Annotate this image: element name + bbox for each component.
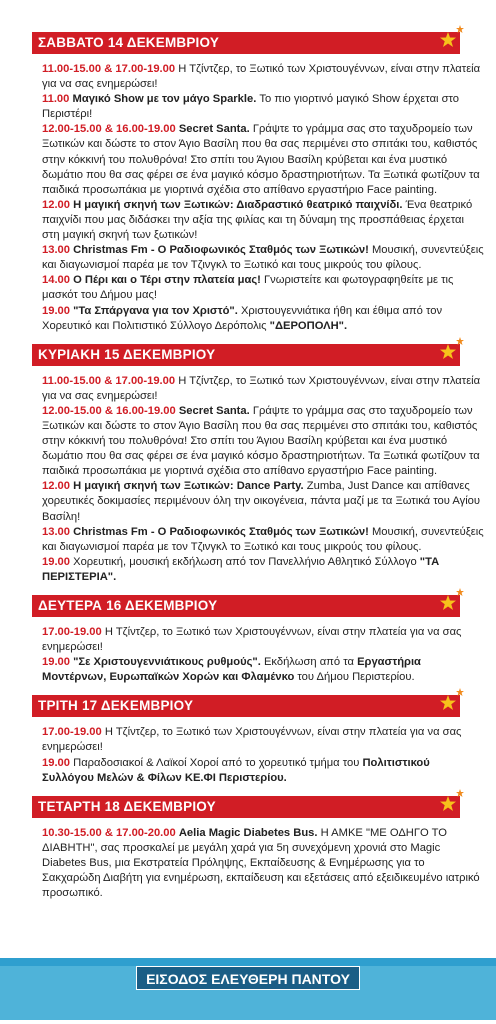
event-organizer: Πολιτιστικού Συλλόγου Μελών & Φίλων ΚΕ.ΦΙ Περιστερίου. xyxy=(42,756,430,784)
footer-band xyxy=(0,958,496,1024)
event-time: 19.00 xyxy=(42,555,70,568)
day-header xyxy=(32,344,460,366)
event-list xyxy=(0,617,496,685)
event-time: 11.00-15.00 & 17.00-19.00 xyxy=(42,63,176,75)
event-time: 13.00 xyxy=(42,244,70,257)
event-title: Μαγικό Show με τον μάγο Sparkle. xyxy=(72,93,257,106)
event-text: Εκδήλωση από τα xyxy=(263,656,354,669)
day-title: ΤΕΤΑΡΤΗ 18 ΔΕΚΕΜΒΡΙΟΥ xyxy=(38,798,216,814)
event-organizer: "ΤΑ ΠΕΡΙΣΤΕΡΙΑ". xyxy=(42,555,440,583)
event-title: "Τα Σπάργανα για τον Χριστό". xyxy=(73,304,238,317)
event-item xyxy=(42,826,484,901)
event-time: 12.00-15.00 & 16.00-19.00 xyxy=(42,123,176,136)
event-item xyxy=(42,374,484,404)
event-title: Ο Πέρι και ο Τέρι στην πλατεία μας! xyxy=(73,274,261,287)
event-item xyxy=(42,725,484,755)
event-text: Γράψτε το γράμμα σας στο ταχυδρομείο των Ξωτικών και δώστε το στον Άγιο Βασίλη που θα σας περιμένει στο σπιτάκι του, καθιστός στην κόκκινή του πολυθρόνα! Στο σπίτι του Άγιου Βασίλη κρύβεται και ένα μυστικό δωμάτιο που θα σας φέρει σε ένα μαγικό κόσμο δραστηριοτήτων. Τα Ξωτικά φωτίζουν τα παιδικά προσωπάκια με γιορτινά σχέδια στο απίθανο εργαστήριο Face painting. xyxy=(42,123,480,196)
free-entry-label: ΕΙΣΟΔΟΣ ΕΛΕΥΘΕΡΗ ΠΑΝΤΟΥ xyxy=(136,966,360,990)
day-section-2 xyxy=(0,344,496,585)
stars-icon xyxy=(436,24,466,54)
event-time: 17.00-19.00 xyxy=(42,626,102,638)
event-item xyxy=(42,756,484,786)
day-header xyxy=(32,695,460,717)
day-title: ΔΕΥΤΕΡΑ 16 ΔΕΚΕΜΒΡΙΟΥ xyxy=(38,598,218,613)
day-header xyxy=(32,32,460,54)
footer-bar-top xyxy=(0,958,496,966)
event-time: 19.00 xyxy=(42,756,70,769)
event-organizer: Εργαστήρια Μοντέρνων, Ευρωπαϊκών Χορών και Φλαμένκο xyxy=(42,656,421,684)
stars-icon xyxy=(436,687,466,717)
day-header xyxy=(32,595,460,617)
day-header xyxy=(32,796,460,818)
day-section-4 xyxy=(0,695,496,785)
event-time: 11.00 xyxy=(42,93,70,106)
event-time: 12.00-15.00 & 16.00-19.00 xyxy=(42,404,176,417)
event-title: Christmas Fm - Ο Ραδιοφωνικός Σταθμός των Ξωτικών! xyxy=(73,525,369,538)
event-text: Η Τζίντζερ, το Ξωτικό των Χριστουγέννων, είναι στην πλατεία για να σας ενημερώσει! xyxy=(42,726,462,754)
event-text: Η Τζίντζερ, το Ξωτικό των Χριστουγέννων, είναι στην πλατεία για να σας ενημερώσει! xyxy=(42,374,481,402)
event-title: Aelia Magic Diabetes Bus. xyxy=(178,826,318,839)
event-text: Χορευτική, μουσική εκδήλωση από τον Πανελλήνιο Αθλητικό Σύλλογο xyxy=(73,555,417,568)
event-organizer: "ΔΕΡΟΠΟΛΗ". xyxy=(269,319,348,332)
event-time: 10.30-15.00 & 17.00-20.00 xyxy=(42,826,176,839)
event-text: Ένα θεατρικό παιχνίδι που μας διδάσκει την αξία της φιλίας και τη δύναμη της προσπάθειας έρχεται στη μαγική σκηνή των ξωτικών! xyxy=(42,198,473,242)
event-item xyxy=(42,404,484,479)
event-text: Γράψτε το γράμμα σας στο ταχυδρομείο των Ξωτικών και δώστε το στον Άγιο Βασίλη που θα σας περιμένει στο σπιτάκι του, καθιστός στην κόκκινή του πολυθρόνα! Στο σπίτι του Άγιου Βασίλη κρύβεται και ένα μυστικό δωμάτιο που θα σας φέρει σε ένα μαγικό κόσμο δραστηριοτήτων. Τα Ξωτικά φωτίζουν τα παιδικά προσωπάκια με γιορτινά σχέδια στο απίθανο εργαστήριο Face painting. xyxy=(42,404,480,478)
event-time: 12.00 xyxy=(42,198,70,211)
event-list xyxy=(0,818,496,901)
event-title: Η μαγική σκηνή των Ξωτικών: Dance Party. xyxy=(73,480,304,493)
event-item xyxy=(42,198,484,243)
day-title: ΤΡΙΤΗ 17 ΔΕΚΕΜΒΡΙΟΥ xyxy=(38,698,194,714)
event-item xyxy=(42,555,484,585)
event-item xyxy=(42,525,484,555)
event-text: Το πιο γιορτινό μαγικό Show έρχεται στο Περιστέρι! xyxy=(42,93,460,121)
event-item xyxy=(42,304,484,334)
day-title: ΚΥΡΙΑΚΗ 15 ΔΕΚΕΜΒΡΙΟΥ xyxy=(38,346,216,362)
event-item xyxy=(42,625,484,655)
event-item xyxy=(42,479,484,524)
event-text: Η ΑΜΚΕ "ΜΕ ΟΔΗΓΟ ΤΟ ΔΙΑΒΗΤΗ", σας προσκαλεί με μεγάλη χαρά για 5η συνεχόμενη χρονιά στο Magic Diabetes Bus, μια Εκστρατεία Πρόληψης, Εκπαίδευσης & Ενημέρωσης για το Σακχαρώδη Διαβήτη για ενημέρωση, εκπαίδευση και εξετάσεις από εξειδικευμένο ιατρικό προσωπικό. xyxy=(42,826,480,900)
stars-icon xyxy=(436,587,466,617)
event-time: 17.00-19.00 xyxy=(42,726,102,739)
event-text: Η Τζίντζερ, το Ξωτικό των Χριστουγέννων, είναι στην πλατεία για να σας ενημερώσει! xyxy=(42,626,462,654)
stars-icon xyxy=(436,788,466,818)
event-item xyxy=(42,655,484,685)
event-text: Γνωριστείτε και φωτογραφηθείτε με τις μασκότ του Δήμου μας! xyxy=(42,274,454,302)
event-time: 12.00 xyxy=(42,480,70,493)
event-text: Zumba, Just Dance και απίθανες χορευτικές δοκιμασίες περιμένουν όλη την οικογένεια, πάντα μαζί με τα Ξωτικά του Αγίου Βασίλη! xyxy=(42,480,481,523)
day-section-3 xyxy=(0,595,496,685)
event-text: Η Τζίντζερ, το Ξωτικό των Χριστουγέννων, είναι στην πλατεία για να σας ενημερώσει! xyxy=(42,63,481,91)
event-text: Μουσική, συνεντεύξεις και διαγωνισμοί παρέα με τον Τζινγκλ το Ξωτικό και τους μικρούς του φίλους. xyxy=(42,244,484,272)
event-time: 14.00 xyxy=(42,274,70,287)
stars-icon xyxy=(436,336,466,366)
day-title: ΣΑΒΒΑΤΟ 14 ΔΕΚΕΜΒΡΙΟΥ xyxy=(38,35,220,50)
event-title: Η μαγική σκηνή των Ξωτικών: Διαδραστικό θεατρικό παιχνίδι. xyxy=(73,198,403,211)
day-section-5 xyxy=(0,796,496,901)
event-title: Christmas Fm - Ο Ραδιοφωνικός Σταθμός των Ξωτικών! xyxy=(73,244,369,257)
event-title: Secret Santa. xyxy=(178,404,250,417)
event-time: 19.00 xyxy=(42,304,70,317)
event-item xyxy=(42,273,484,303)
event-text: Χριστουγεννιάτικα ήθη και έθιμα από τον Χορευτικό και Πολιτιστικό Σύλλογο Δερόπολις xyxy=(42,304,443,332)
event-item xyxy=(42,92,484,122)
event-time: 13.00 xyxy=(42,525,70,538)
event-title: Secret Santa. xyxy=(178,123,250,136)
event-item xyxy=(42,62,484,92)
event-list xyxy=(0,717,496,785)
event-list xyxy=(0,54,496,334)
event-text: Παραδοσιακοί & Λαϊκοί Χοροί από το χορευτικό τμήμα του xyxy=(73,756,360,769)
day-section-1 xyxy=(0,32,496,334)
event-time: 11.00-15.00 & 17.00-19.00 xyxy=(42,374,176,387)
event-title: "Σε Χριστουγεννιάτικους ρυθμούς". xyxy=(73,656,261,669)
event-item xyxy=(42,243,484,273)
event-list xyxy=(0,366,496,585)
event-time: 19.00 xyxy=(42,656,70,669)
event-item xyxy=(42,122,484,197)
event-text: Μουσική, συνεντεύξεις και διαγωνισμοί παρέα με τον Τζινγκλ το Ξωτικό και τους μικρούς του φίλους. xyxy=(42,525,484,553)
event-text-end: του Δήμου Περιστερίου. xyxy=(297,671,415,684)
